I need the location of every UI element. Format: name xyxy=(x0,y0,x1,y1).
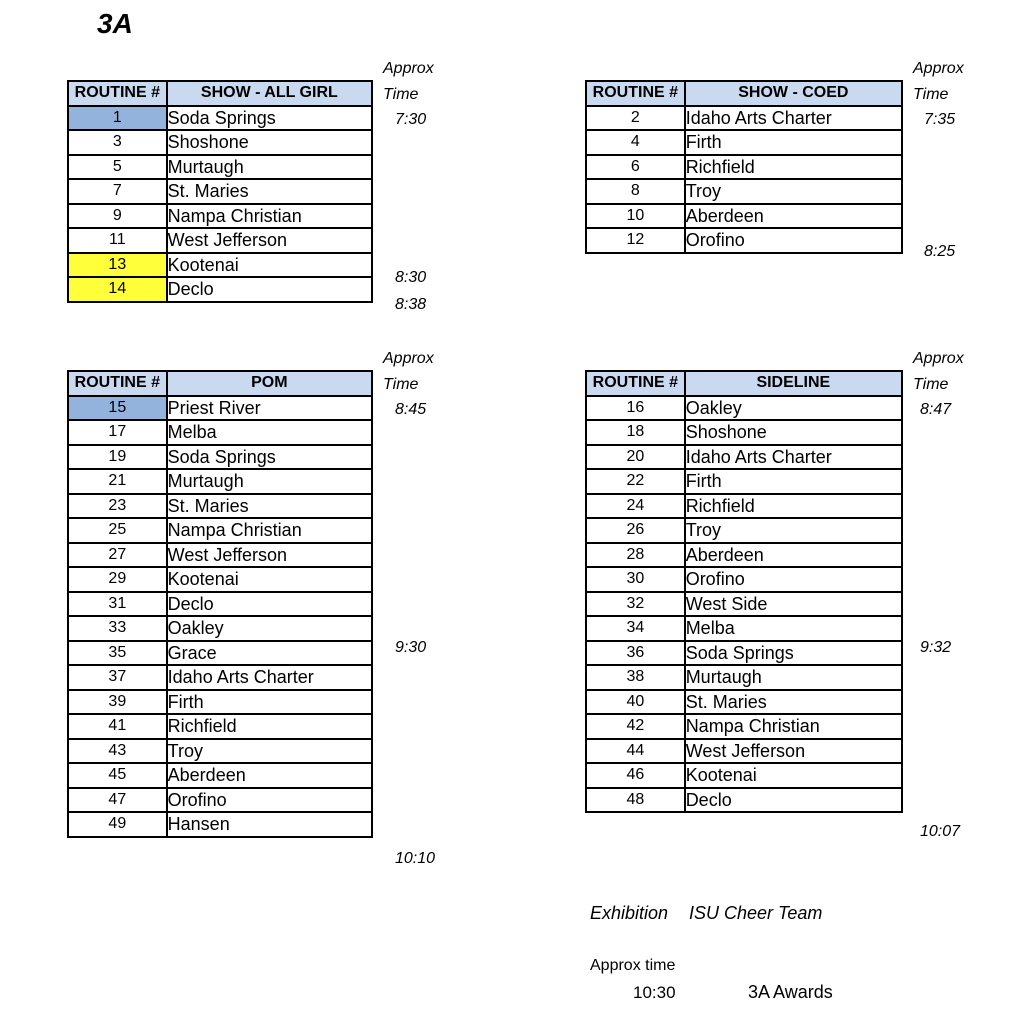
approx-time xyxy=(395,740,435,766)
team-name: St. Maries xyxy=(685,690,902,715)
routine-number: 22 xyxy=(586,469,685,494)
approx-time: 7:30 xyxy=(395,111,427,128)
approx-time xyxy=(920,740,960,766)
routine-number: 40 xyxy=(586,690,685,715)
approx-time-label: Approx Time xyxy=(913,350,964,393)
table-row xyxy=(586,739,902,764)
approx-time xyxy=(920,687,960,713)
team-name: Murtaugh xyxy=(167,469,372,494)
team-name: Declo xyxy=(167,277,372,302)
team-name: Firth xyxy=(685,469,902,494)
table-row xyxy=(586,445,902,470)
approx-time xyxy=(395,555,435,581)
routine-number: 10 xyxy=(586,204,685,229)
team-name: Troy xyxy=(167,739,372,764)
approx-time xyxy=(395,503,435,529)
routine-number: 35 xyxy=(68,641,167,666)
team-name: Soda Springs xyxy=(167,106,372,131)
routine-number: 31 xyxy=(68,592,167,617)
team-name: West Jefferson xyxy=(167,228,372,253)
approx-time: 9:32 xyxy=(920,638,952,656)
routine-number: 16 xyxy=(586,396,685,421)
team-name: Oakley xyxy=(167,616,372,641)
routine-header: ROUTINE # xyxy=(68,371,167,396)
table-row xyxy=(586,518,902,543)
approx-time xyxy=(395,160,426,186)
team-name: Declo xyxy=(167,592,372,617)
routine-number: 49 xyxy=(68,812,167,837)
approx-time xyxy=(395,450,435,476)
team-name: Richfield xyxy=(685,494,902,519)
table-row xyxy=(68,469,372,494)
sideline-table xyxy=(585,370,903,813)
awards-time: 10:30 xyxy=(633,983,676,1002)
team-name: Troy xyxy=(685,179,902,204)
routine-header: ROUTINE # xyxy=(586,371,685,396)
approx-time xyxy=(924,160,955,186)
table-row xyxy=(586,665,902,690)
routine-number: 38 xyxy=(586,665,685,690)
awards-approx-label: Approx time xyxy=(590,957,676,974)
approx-time xyxy=(395,133,426,159)
approx-time xyxy=(395,213,426,239)
category-header: SIDELINE xyxy=(685,371,902,396)
routine-number: 19 xyxy=(68,445,167,470)
approx-time-label: Approx Time xyxy=(383,350,434,393)
table-row xyxy=(586,420,902,445)
routine-number: 8 xyxy=(586,179,685,204)
routine-number: 4 xyxy=(586,130,685,155)
table-row xyxy=(68,592,372,617)
approx-time xyxy=(924,213,955,239)
team-name: Kootenai xyxy=(685,763,902,788)
table-row xyxy=(68,812,372,837)
approx-time: 8:38 xyxy=(395,295,427,313)
approx-time xyxy=(395,529,435,555)
routine-number: 9 xyxy=(68,204,167,229)
approx-time: 8:45 xyxy=(395,401,427,418)
team-name: Idaho Arts Charter xyxy=(167,665,372,690)
category-header: SHOW - COED xyxy=(685,81,902,106)
table-row xyxy=(586,106,902,131)
routine-number: 24 xyxy=(586,494,685,519)
approx-time xyxy=(924,186,955,212)
page-title: 3A xyxy=(97,8,133,39)
table-row xyxy=(68,277,372,302)
team-name: West Side xyxy=(685,592,902,617)
table-row xyxy=(68,130,372,155)
team-name: St. Maries xyxy=(167,179,372,204)
team-name: Grace xyxy=(167,641,372,666)
approx-time xyxy=(920,529,960,555)
team-name: Shoshone xyxy=(685,420,902,445)
approx-time xyxy=(395,476,435,502)
approx-time xyxy=(395,687,435,713)
table-row xyxy=(586,469,902,494)
routine-number: 33 xyxy=(68,616,167,641)
team-name: West Jefferson xyxy=(167,543,372,568)
approx-time xyxy=(395,766,435,792)
pom-times xyxy=(395,397,435,872)
table-row xyxy=(68,106,372,131)
team-name: Firth xyxy=(167,690,372,715)
table-row xyxy=(586,788,902,813)
routine-number: 2 xyxy=(586,106,685,131)
routine-number: 15 xyxy=(68,396,167,421)
show-coed-times xyxy=(924,107,955,265)
routine-number: 6 xyxy=(586,155,685,180)
routine-number: 44 xyxy=(586,739,685,764)
category-header: POM xyxy=(167,371,372,396)
table-row xyxy=(68,204,372,229)
approx-time xyxy=(395,608,435,634)
team-name: Orofino xyxy=(167,788,372,813)
approx-time: 10:07 xyxy=(920,823,961,841)
approx-time: 10:10 xyxy=(395,849,436,867)
team-name: Soda Springs xyxy=(167,445,372,470)
approx-time xyxy=(395,239,426,265)
team-name: Nampa Christian xyxy=(167,518,372,543)
approx-time xyxy=(395,714,435,740)
table-row xyxy=(68,788,372,813)
approx-time xyxy=(920,423,960,449)
routine-number: 39 xyxy=(68,690,167,715)
table-row xyxy=(68,396,372,421)
table-row xyxy=(68,155,372,180)
routine-number: 21 xyxy=(68,469,167,494)
approx-time: 8:47 xyxy=(920,401,952,418)
table-row xyxy=(68,690,372,715)
team-name: Aberdeen xyxy=(167,763,372,788)
show-all-girl-table xyxy=(67,80,373,303)
table-row xyxy=(68,616,372,641)
show-all-girl-times xyxy=(395,107,426,318)
table-row xyxy=(68,445,372,470)
approx-time xyxy=(920,608,960,634)
routine-number: 29 xyxy=(68,567,167,592)
routine-number: 7 xyxy=(68,179,167,204)
team-name: Aberdeen xyxy=(685,543,902,568)
routine-header: ROUTINE # xyxy=(586,81,685,106)
approx-time xyxy=(920,476,960,502)
table-row xyxy=(586,228,902,253)
routine-number: 12 xyxy=(586,228,685,253)
show-coed-table xyxy=(585,80,903,254)
table-row xyxy=(586,155,902,180)
table-row xyxy=(68,228,372,253)
table-row xyxy=(586,616,902,641)
team-name: West Jefferson xyxy=(685,739,902,764)
approx-time xyxy=(920,661,960,687)
pom-table xyxy=(67,370,373,838)
table-row xyxy=(586,494,902,519)
routine-number: 30 xyxy=(586,567,685,592)
team-name: Melba xyxy=(685,616,902,641)
table-row xyxy=(586,641,902,666)
routine-number: 46 xyxy=(586,763,685,788)
routine-header: ROUTINE # xyxy=(68,81,167,106)
approx-time: 7:35 xyxy=(924,111,956,128)
approx-time xyxy=(395,186,426,212)
approx-time xyxy=(920,582,960,608)
table-row xyxy=(586,130,902,155)
routine-number: 3 xyxy=(68,130,167,155)
routine-number: 14 xyxy=(68,277,167,302)
approx-time xyxy=(920,555,960,581)
routine-number: 5 xyxy=(68,155,167,180)
routine-number: 47 xyxy=(68,788,167,813)
routine-number: 27 xyxy=(68,543,167,568)
approx-time xyxy=(924,133,955,159)
approx-time xyxy=(920,793,960,819)
table-row xyxy=(68,739,372,764)
approx-time xyxy=(920,503,960,529)
table-row xyxy=(68,567,372,592)
routine-number: 13 xyxy=(68,253,167,278)
routine-number: 45 xyxy=(68,763,167,788)
exhibition-team: ISU Cheer Team xyxy=(689,903,823,923)
team-name: Orofino xyxy=(685,567,902,592)
team-name: Firth xyxy=(685,130,902,155)
approx-time: 8:30 xyxy=(395,269,427,287)
team-name: Shoshone xyxy=(167,130,372,155)
routine-number: 20 xyxy=(586,445,685,470)
table-row xyxy=(68,253,372,278)
team-name: Hansen xyxy=(167,812,372,837)
routine-number: 1 xyxy=(68,106,167,131)
team-name: Kootenai xyxy=(167,253,372,278)
approx-time: 8:25 xyxy=(924,242,956,260)
table-row xyxy=(586,690,902,715)
table-row xyxy=(586,179,902,204)
approx-time-label: Approx Time xyxy=(383,60,434,103)
routine-number: 48 xyxy=(586,788,685,813)
routine-number: 25 xyxy=(68,518,167,543)
table-row xyxy=(68,518,372,543)
team-name: Aberdeen xyxy=(685,204,902,229)
team-name: Idaho Arts Charter xyxy=(685,106,902,131)
approx-time xyxy=(395,661,435,687)
team-name: St. Maries xyxy=(167,494,372,519)
table-row xyxy=(68,420,372,445)
approx-time xyxy=(395,793,435,819)
table-row xyxy=(68,179,372,204)
routine-number: 32 xyxy=(586,592,685,617)
team-name: Soda Springs xyxy=(685,641,902,666)
approx-time xyxy=(920,714,960,740)
routine-number: 34 xyxy=(586,616,685,641)
team-name: Troy xyxy=(685,518,902,543)
table-row xyxy=(586,396,902,421)
sideline-times xyxy=(920,397,960,846)
routine-number: 23 xyxy=(68,494,167,519)
approx-time xyxy=(395,423,435,449)
table-row xyxy=(586,763,902,788)
team-name: Murtaugh xyxy=(685,665,902,690)
routine-number: 37 xyxy=(68,665,167,690)
team-name: Priest River xyxy=(167,396,372,421)
approx-time-label: Approx Time xyxy=(913,60,964,103)
exhibition-label: Exhibition xyxy=(590,903,669,923)
table-row xyxy=(68,665,372,690)
team-name: Nampa Christian xyxy=(167,204,372,229)
team-name: Idaho Arts Charter xyxy=(685,445,902,470)
approx-time: 9:30 xyxy=(395,638,427,656)
team-name: Richfield xyxy=(685,155,902,180)
team-name: Nampa Christian xyxy=(685,714,902,739)
team-name: Oakley xyxy=(685,396,902,421)
routine-number: 26 xyxy=(586,518,685,543)
table-row xyxy=(586,567,902,592)
routine-number: 43 xyxy=(68,739,167,764)
routine-number: 28 xyxy=(586,543,685,568)
approx-time xyxy=(920,766,960,792)
routine-number: 41 xyxy=(68,714,167,739)
table-row xyxy=(586,714,902,739)
table-row xyxy=(68,763,372,788)
team-name: Richfield xyxy=(167,714,372,739)
approx-time xyxy=(395,819,435,845)
approx-time xyxy=(920,450,960,476)
approx-time xyxy=(395,582,435,608)
routine-number: 11 xyxy=(68,228,167,253)
routine-number: 17 xyxy=(68,420,167,445)
table-row xyxy=(68,641,372,666)
table-row xyxy=(586,543,902,568)
awards-label: 3A Awards xyxy=(748,982,833,1002)
routine-number: 18 xyxy=(586,420,685,445)
routine-number: 36 xyxy=(586,641,685,666)
category-header: SHOW - ALL GIRL xyxy=(167,81,372,106)
table-row xyxy=(586,204,902,229)
table-row xyxy=(586,592,902,617)
team-name: Melba xyxy=(167,420,372,445)
team-name: Declo xyxy=(685,788,902,813)
table-row xyxy=(68,494,372,519)
team-name: Kootenai xyxy=(167,567,372,592)
team-name: Orofino xyxy=(685,228,902,253)
table-row xyxy=(68,543,372,568)
routine-number: 42 xyxy=(586,714,685,739)
team-name: Murtaugh xyxy=(167,155,372,180)
table-row xyxy=(68,714,372,739)
